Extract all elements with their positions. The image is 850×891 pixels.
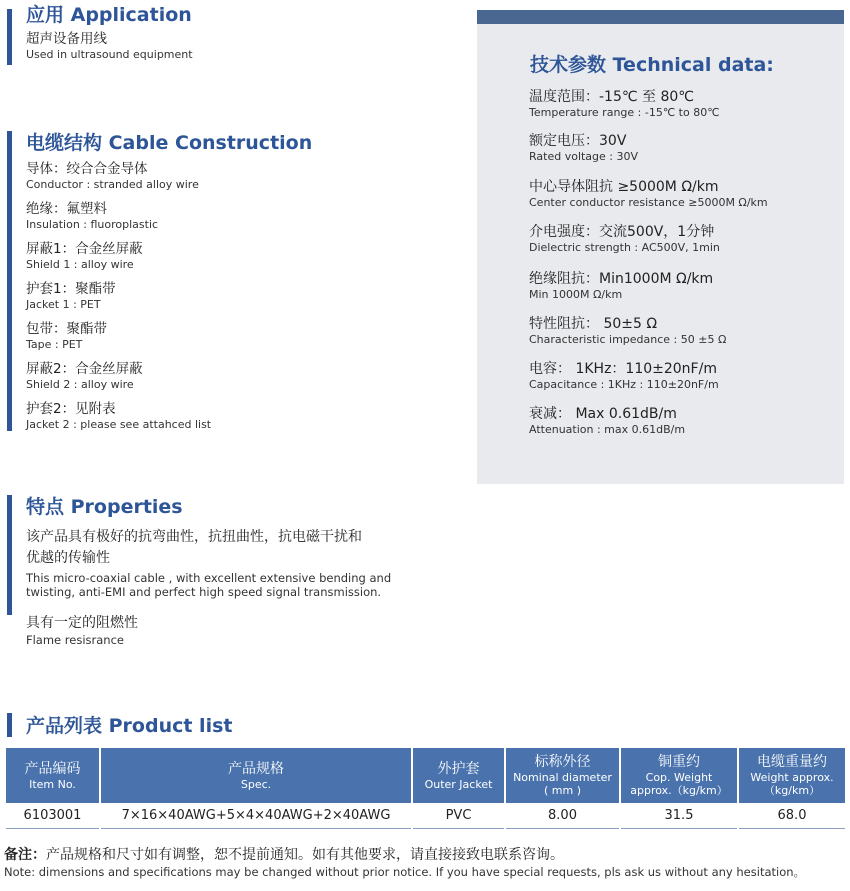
header-en: Cop. Weight — [645, 771, 713, 784]
item-zh: 屏蔽1：合金丝屏蔽 — [26, 241, 143, 257]
column-header — [100, 748, 412, 803]
tech-item — [529, 178, 768, 209]
tech-item — [529, 315, 726, 346]
column-header — [505, 748, 620, 803]
product-table — [4, 748, 847, 829]
construction-item — [26, 361, 312, 401]
property-en: twisting, anti-EMI and perfect high speed signal transmission. — [26, 585, 382, 599]
construction-item — [26, 401, 312, 441]
note-zh-line — [4, 846, 805, 865]
property-zh: 该产品具有极好的抗弯曲性，抗扭曲性，抗电磁干扰和 — [26, 529, 362, 545]
tech-en: Center conductor resistance ≥5000M Ω/km — [529, 196, 768, 209]
note-label: 备注： — [4, 847, 46, 863]
properties-heading — [7, 495, 391, 647]
item-zh: 导体：绞合合金导体 — [26, 161, 148, 177]
tech-zh: 中心导体阻抗 ≥5000M Ω/km — [529, 179, 719, 195]
column-header — [738, 748, 846, 803]
tech-item — [529, 360, 719, 391]
tech-item — [529, 223, 720, 254]
cell-cable-weight: 68.0 — [738, 803, 846, 829]
property-2 — [26, 614, 391, 647]
column-header — [620, 748, 738, 803]
tech-en: Characteristic impedance : 50 ±5 Ω — [529, 333, 727, 346]
application-title: 应用 Application — [26, 3, 192, 26]
properties-title: 特点 Properties — [26, 496, 183, 518]
cell-item-no: 6103001 — [5, 803, 100, 829]
section-bar — [7, 713, 12, 737]
table-row — [5, 803, 846, 829]
product-list-heading — [7, 711, 232, 738]
cell-copper-weight: 31.5 — [620, 803, 738, 829]
note-en: Note: dimensions and specifications may be changed without prior notice. If you have special requests, pls ask us without any hesitation。 — [4, 865, 806, 879]
tech-en: Attenuation : max 0.61dB/m — [529, 423, 686, 436]
header-en: Outer Jacket — [424, 777, 493, 791]
item-zh: 护套2：见附表 — [26, 401, 116, 417]
tech-en: Capacitance : 1KHz : 110±20nF/m — [529, 378, 719, 391]
item-zh: 包带：聚酯带 — [26, 321, 107, 337]
property-en: This micro-coaxial cable , with excellent extensive bending and — [26, 571, 392, 585]
panel-top-bar — [477, 10, 844, 24]
tech-item — [529, 405, 685, 436]
item-zh: 绝缘：氟塑料 — [26, 201, 107, 217]
header-en: Item No. — [29, 777, 76, 791]
application-zh: 超声设备用线 — [26, 30, 107, 47]
header-zh: 铜重约 — [658, 754, 700, 770]
item-zh: 屏蔽2：合金丝屏蔽 — [26, 361, 143, 377]
tech-zh: 介电强度：交流500V，1分钟 — [529, 224, 715, 240]
tech-zh: 绝缘阻抗：Min1000M Ω/km — [529, 271, 714, 287]
header-zh: 电缆重量约 — [757, 754, 827, 770]
column-header — [412, 748, 505, 803]
header-zh: 标称外径 — [534, 754, 591, 770]
item-en: Shield 1 : alloy wire — [26, 258, 134, 271]
note-zh: 产品规格和尺寸如有调整，恕不提前通知。如有其他要求，请直接接致电联系咨询。 — [46, 847, 564, 863]
table-header-row — [5, 748, 846, 803]
cell-spec: 7×16×40AWG+5×4×40AWG+2×40AWG — [100, 803, 412, 829]
technical-data-panel — [477, 10, 844, 484]
property-zh: 优越的传输性 — [26, 550, 110, 566]
cell-nominal-diameter: 8.00 — [505, 803, 620, 829]
item-zh: 护套1：聚酯带 — [26, 281, 116, 297]
cell-outer-jacket: PVC — [412, 803, 505, 829]
item-en: Conductor : stranded alloy wire — [26, 178, 199, 191]
construction-item — [26, 321, 312, 361]
header-en: approx.（kg/km） — [630, 784, 728, 797]
construction-item — [26, 281, 312, 321]
item-en: Insulation : fluoroplastic — [26, 218, 159, 231]
header-en: Weight approx. — [750, 771, 834, 784]
tech-zh: 额定电压：30V — [529, 133, 627, 149]
tech-item — [529, 88, 720, 119]
item-en: Tape : PET — [26, 338, 83, 351]
tech-zh: 衰减： Max 0.61dB/m — [529, 406, 677, 422]
tech-zh: 电容： 1KHz：110±20nF/m — [529, 361, 717, 377]
tech-item — [529, 270, 713, 301]
construction-item — [26, 201, 312, 241]
header-en: Nominal diameter — [513, 771, 612, 784]
item-en: Jacket 1 : PET — [26, 298, 101, 311]
construction-title: 电缆结构 Cable Construction — [26, 132, 313, 154]
section-bar — [7, 495, 12, 615]
column-header — [5, 748, 100, 803]
technical-title: 技术参数 Technical data: — [530, 54, 774, 76]
application-en: Used in ultrasound equipment — [26, 47, 193, 61]
tech-zh: 温度范围：-15℃ 至 80℃ — [529, 89, 695, 105]
header-zh: 外护套 — [437, 760, 480, 777]
header-en: ( mm ) — [543, 784, 581, 797]
tech-en: Rated voltage : 30V — [529, 150, 639, 163]
construction-item — [26, 241, 312, 281]
tech-item — [529, 132, 638, 163]
property-en: Flame resisrance — [26, 633, 124, 647]
header-en: （kg/km） — [763, 784, 821, 797]
tech-zh: 特性阻抗： 50±5 Ω — [529, 316, 658, 332]
application-heading — [7, 3, 193, 65]
tech-en: Dielectric strength : AC500V, 1min — [529, 241, 720, 254]
header-en: Spec. — [240, 777, 272, 791]
property-zh: 具有一定的阻燃性 — [26, 615, 138, 631]
item-en: Shield 2 : alloy wire — [26, 378, 134, 391]
property-1 — [26, 527, 391, 599]
section-bar — [7, 9, 12, 65]
construction-list — [26, 161, 312, 441]
header-zh: 产品编码 — [24, 760, 81, 777]
header-zh: 产品规格 — [228, 760, 284, 777]
product-list-title: 产品列表 Product list — [26, 715, 233, 737]
section-bar — [7, 131, 12, 431]
item-en: Jacket 2 : please see attahced list — [26, 418, 212, 431]
construction-heading — [7, 131, 312, 441]
tech-en: Temperature range : -15℃ to 80℃ — [529, 106, 720, 119]
tech-en: Min 1000M Ω/km — [529, 288, 623, 301]
notes — [4, 846, 805, 880]
construction-item — [26, 161, 312, 201]
